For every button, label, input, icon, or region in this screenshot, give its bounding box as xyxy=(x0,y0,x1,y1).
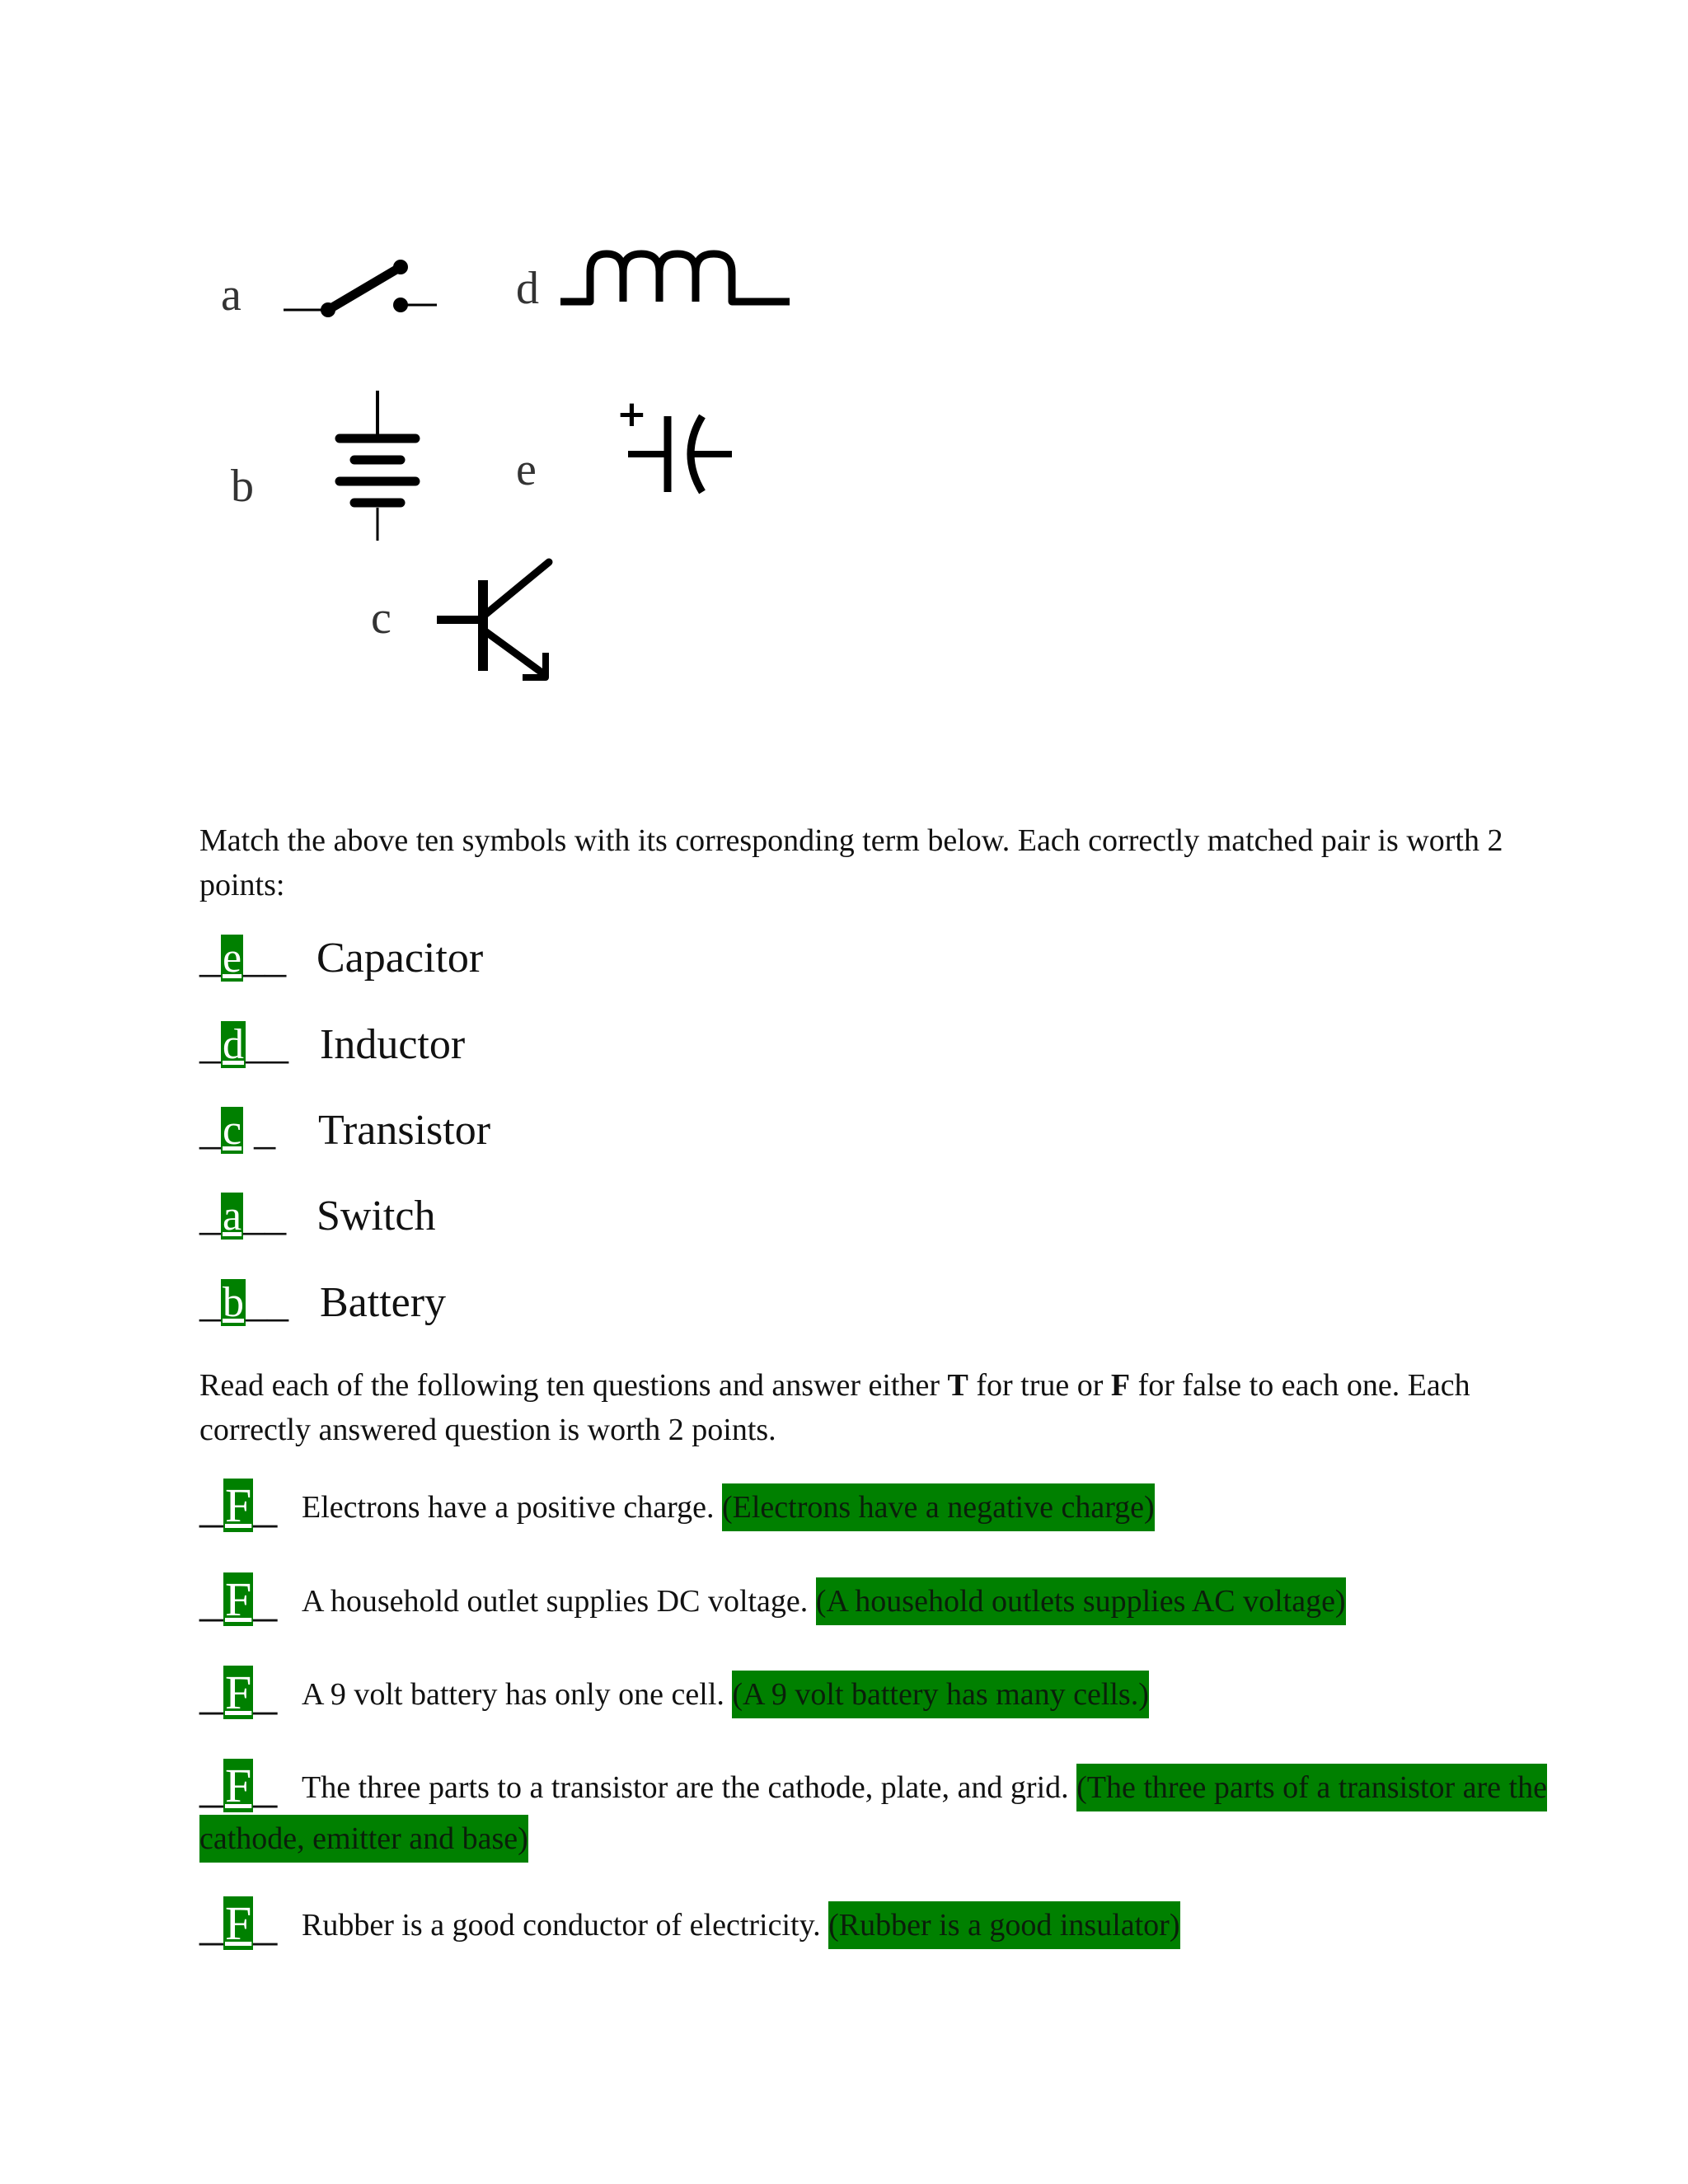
answer-blank[interactable]: _e__ xyxy=(199,935,287,982)
answer-blank[interactable]: _F_ xyxy=(199,1572,278,1626)
symbol-label-e: e xyxy=(516,444,537,495)
circuit-symbols-figure xyxy=(0,0,1688,791)
switch-symbol-icon xyxy=(280,247,445,330)
matching-instructions: Match the above ten symbols with its corresponding term below. Each correctly matched pair is worth 2 points: xyxy=(199,823,1503,902)
statement-text: The three parts to a transistor are the cathode, plate, and grid. xyxy=(302,1770,1069,1805)
correction-highlight: (The three parts of a transistor are the cathode, emitter and base) xyxy=(199,1764,1547,1863)
correction-highlight: (A 9 volt battery has many cells.) xyxy=(732,1671,1149,1718)
truefalse-row xyxy=(199,1666,1551,1720)
symbol-label-c: c xyxy=(371,593,392,644)
symbol-label-a: a xyxy=(221,269,241,321)
statement-text: A 9 volt battery has only one cell. xyxy=(302,1677,724,1712)
answer-blank[interactable]: _c _ xyxy=(199,1107,276,1154)
answer-blank[interactable]: _F_ xyxy=(199,1896,278,1950)
inductor-symbol-icon xyxy=(557,247,796,313)
truefalse-row xyxy=(199,1572,1551,1627)
term-label: Capacitor xyxy=(316,935,484,982)
term-label: Battery xyxy=(320,1279,447,1326)
answer-blank[interactable]: _b__ xyxy=(199,1279,288,1326)
correction-highlight: (A household outlets supplies AC voltage) xyxy=(816,1577,1346,1625)
correction-highlight: (Rubber is a good insulator) xyxy=(828,1901,1179,1949)
answer-blank[interactable]: _F_ xyxy=(199,1759,278,1812)
capacitor-plus-sign: + xyxy=(617,393,647,435)
term-label: Inductor xyxy=(320,1021,466,1068)
truefalse-instructions: Read each of the following ten questions and answer either T for true or F for false to each one. Each correctly answered question is worth 2 points. xyxy=(199,1368,1470,1447)
statement-text: A household outlet supplies DC voltage. xyxy=(302,1584,809,1619)
truefalse-row xyxy=(199,1479,1551,1533)
symbol-label-b: b xyxy=(231,461,254,512)
battery-symbol-icon xyxy=(330,387,429,544)
term-label: Transistor xyxy=(318,1107,491,1154)
truefalse-row xyxy=(199,1759,1551,1864)
answer-blank[interactable]: _F_ xyxy=(199,1479,278,1532)
answer-blank[interactable]: _F_ xyxy=(199,1666,278,1719)
transistor-symbol-icon xyxy=(434,554,565,686)
statement-text: Rubber is a good conductor of electricity. xyxy=(302,1908,821,1943)
correction-highlight: (Electrons have a negative charge) xyxy=(722,1483,1155,1531)
term-label: Switch xyxy=(316,1193,436,1240)
capacitor-symbol-icon xyxy=(617,391,740,507)
symbol-label-d: d xyxy=(516,263,539,314)
answer-blank[interactable]: _d__ xyxy=(199,1021,288,1068)
answer-blank[interactable]: _a__ xyxy=(199,1193,287,1240)
truefalse-row xyxy=(199,1896,1551,1951)
statement-text: Electrons have a positive charge. xyxy=(302,1490,715,1525)
